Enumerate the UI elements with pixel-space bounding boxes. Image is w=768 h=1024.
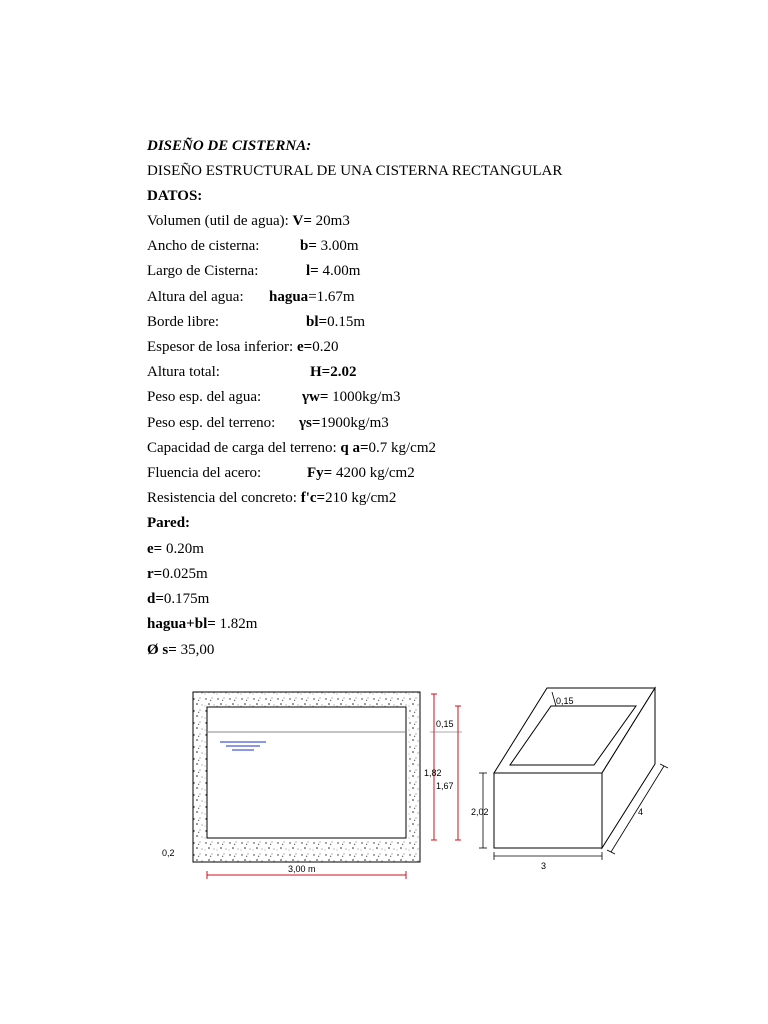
- data-row-label: Resistencia del concreto:: [147, 490, 301, 506]
- data-row-key: f'c=: [300, 490, 326, 506]
- data-row-value: 4.00m: [318, 263, 361, 279]
- document-heading: DISEÑO DE CISTERNA:: [147, 138, 312, 154]
- data-row-value: 1900kg/m3: [320, 415, 389, 431]
- pared-row-value: 0.175m: [163, 591, 210, 607]
- pared-row-key: d=: [147, 591, 164, 607]
- pared-row-value: 1.82m: [215, 616, 258, 632]
- data-row-label: Peso esp. del terreno:: [147, 415, 276, 431]
- data-row-key: bl=: [306, 314, 328, 330]
- dim-bottom-slab: 0,2: [162, 848, 175, 858]
- data-row-value: 3.00m: [316, 238, 359, 254]
- datos-heading: DATOS:: [147, 188, 203, 204]
- data-row-label: Altura total:: [147, 364, 220, 380]
- data-row-key: e=: [296, 339, 313, 355]
- data-row-label: Borde libre:: [147, 314, 220, 330]
- section-diagram: [162, 692, 462, 879]
- data-row-key: H=2.02: [310, 364, 357, 380]
- data-row-label: Largo de Cisterna:: [147, 263, 259, 279]
- data-row-value: 20m3: [315, 213, 350, 229]
- data-row-key: γs=: [299, 415, 321, 431]
- data-row-key: q a=: [340, 440, 369, 456]
- data-row-label: Altura del agua:: [147, 289, 244, 305]
- dim-width: 3,00 m: [288, 864, 316, 874]
- data-row-label: Ancho de cisterna:: [147, 238, 260, 254]
- isometric-diagram: [494, 688, 655, 848]
- data-row-key: γw=: [302, 389, 329, 405]
- data-row-key: b=: [300, 238, 317, 254]
- iso-dim-height: 2,02: [471, 807, 489, 817]
- data-row-value: 4200 kg/cm2: [332, 465, 415, 481]
- data-row-value: 0.15m: [327, 314, 365, 330]
- iso-dim-top: 0,15: [556, 696, 574, 706]
- data-row-value: 0.20: [312, 339, 339, 355]
- dim-water-height: 1,67: [436, 781, 454, 791]
- data-row-value: 0.7 kg/cm2: [368, 440, 437, 456]
- data-row-value: =1.67m: [308, 289, 355, 305]
- iso-front-face: [494, 773, 602, 848]
- data-row-key: Fy=: [307, 465, 333, 481]
- pared-heading: Pared:: [147, 515, 191, 531]
- data-row-label: Espesor de losa inferior:: [147, 339, 297, 355]
- pared-row-value: 35,00: [176, 642, 215, 658]
- data-row-key: l=: [306, 263, 319, 279]
- pared-row-value: 0.20m: [162, 541, 204, 557]
- data-row-key: hagua: [269, 289, 309, 305]
- iso-dim-width: 3: [541, 861, 547, 871]
- dim-freeboard: 0,15: [436, 719, 454, 729]
- dim-total-height: 1,82: [424, 768, 442, 778]
- data-row-value: 1000kg/m3: [328, 389, 401, 405]
- data-row-label: Peso esp. del agua:: [147, 389, 262, 405]
- section-inner-cavity: [207, 707, 406, 838]
- data-row-label: Fluencia del acero:: [147, 465, 262, 481]
- document-subtitle: DISEÑO ESTRUCTURAL DE UNA CISTERNA RECTANGULAR: [147, 163, 563, 179]
- pared-row-key: r=: [147, 566, 163, 582]
- iso-dim-length: 4: [638, 807, 644, 817]
- pared-row-value: 0.025m: [162, 566, 208, 582]
- data-row-key: V=: [292, 213, 316, 229]
- pared-row-key: hagua+bl=: [147, 616, 216, 632]
- data-row-label: Volumen (util de agua):: [147, 213, 293, 229]
- data-row-label: Capacidad de carga del terreno:: [147, 440, 341, 456]
- pared-row-key: Ø s=: [147, 642, 177, 658]
- pared-row-key: e=: [147, 541, 163, 557]
- data-row-value: 210 kg/cm2: [325, 490, 397, 506]
